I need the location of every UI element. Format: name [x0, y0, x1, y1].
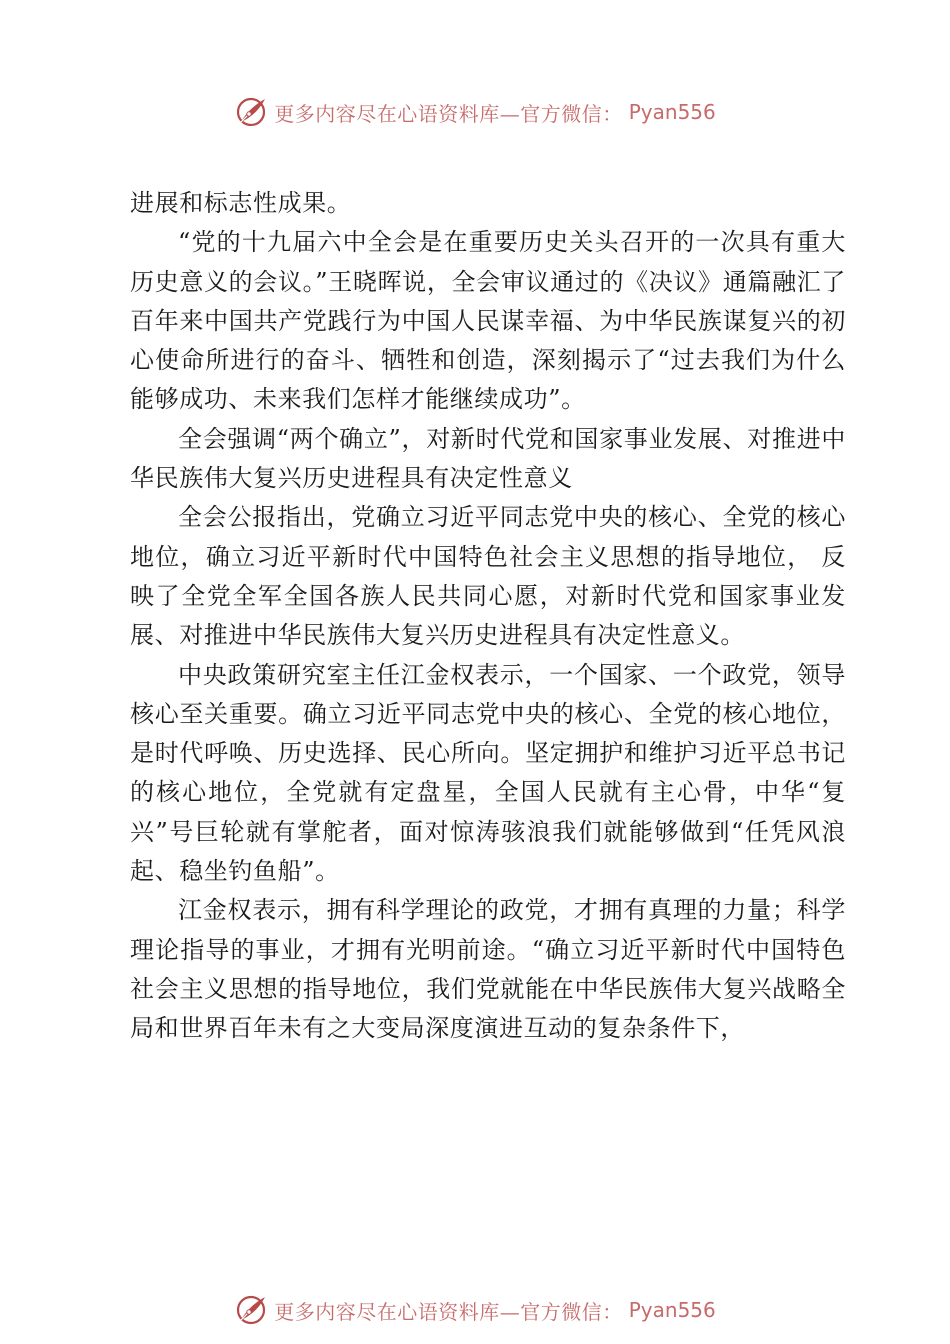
wechat-id: Pyan556: [628, 1298, 716, 1322]
document-body: [130, 184, 846, 1049]
footer-banner: [0, 1288, 950, 1332]
banner-text: 更多内容尽在心语资料库—官方微信：: [274, 101, 623, 126]
banner-text: 更多内容尽在心语资料库—官方微信：: [274, 1299, 623, 1324]
quill-pen-logo-icon: [234, 1293, 268, 1327]
paragraph-5: 中央政策研究室主任江金权表示，一个国家、一个政党，领导核心至关重要。确立习近平同志党中央的核心、全党的核心地位，是时代呼唤、历史选择、民心所向。坚定拥护和维护习近平总书记的核心地位，全党就有定盘星，全国人民就有主心骨，中华“复兴”号巨轮就有掌舵者，面对惊涛骇浪我们就能够做到“任凭风浪起、稳坐钓鱼船”。: [130, 660, 846, 886]
wechat-id: Pyan556: [628, 100, 716, 124]
paragraph-6: 江金权表示，拥有科学理论的政党，才拥有真理的力量；科学理论指导的事业，才拥有光明前途。“确立习近平新时代中国特色社会主义思想的指导地位，我们党就能在中华民族伟大复兴战略全局和世界百年未有之大变局深度演进互动的复杂条件下，: [130, 896, 846, 1043]
paragraph-4: 全会公报指出，党确立习近平同志党中央的核心、全党的核心地位，确立习近平新时代中国特色社会主义思想的指导地位， 反映了全党全军全国各族人民共同心愿，对新时代党和国家事业发展、对推进中华民族伟大复兴历史进程具有决定性意义。: [130, 503, 846, 650]
paragraph-2: “党的十九届六中全会是在重要历史关头召开的一次具有重大历史意义的会议。”王晓晖说，全会审议通过的《决议》通篇融汇了百年来中国共产党践行为中国人民谋幸福、为中华民族谋复兴的初心使命所进行的奋斗、牺牲和创造，深刻揭示了“过去我们为什么能够成功、未来我们怎样才能继续成功”。: [130, 228, 846, 414]
paragraph-3: 全会强调“两个确立”，对新时代党和国家事业发展、对推进中华民族伟大复兴历史进程具有决定性意义: [130, 424, 846, 493]
header-banner: [0, 90, 950, 134]
quill-pen-logo-icon: [234, 95, 268, 129]
paragraph-1: 进展和标志性成果。: [130, 189, 352, 217]
